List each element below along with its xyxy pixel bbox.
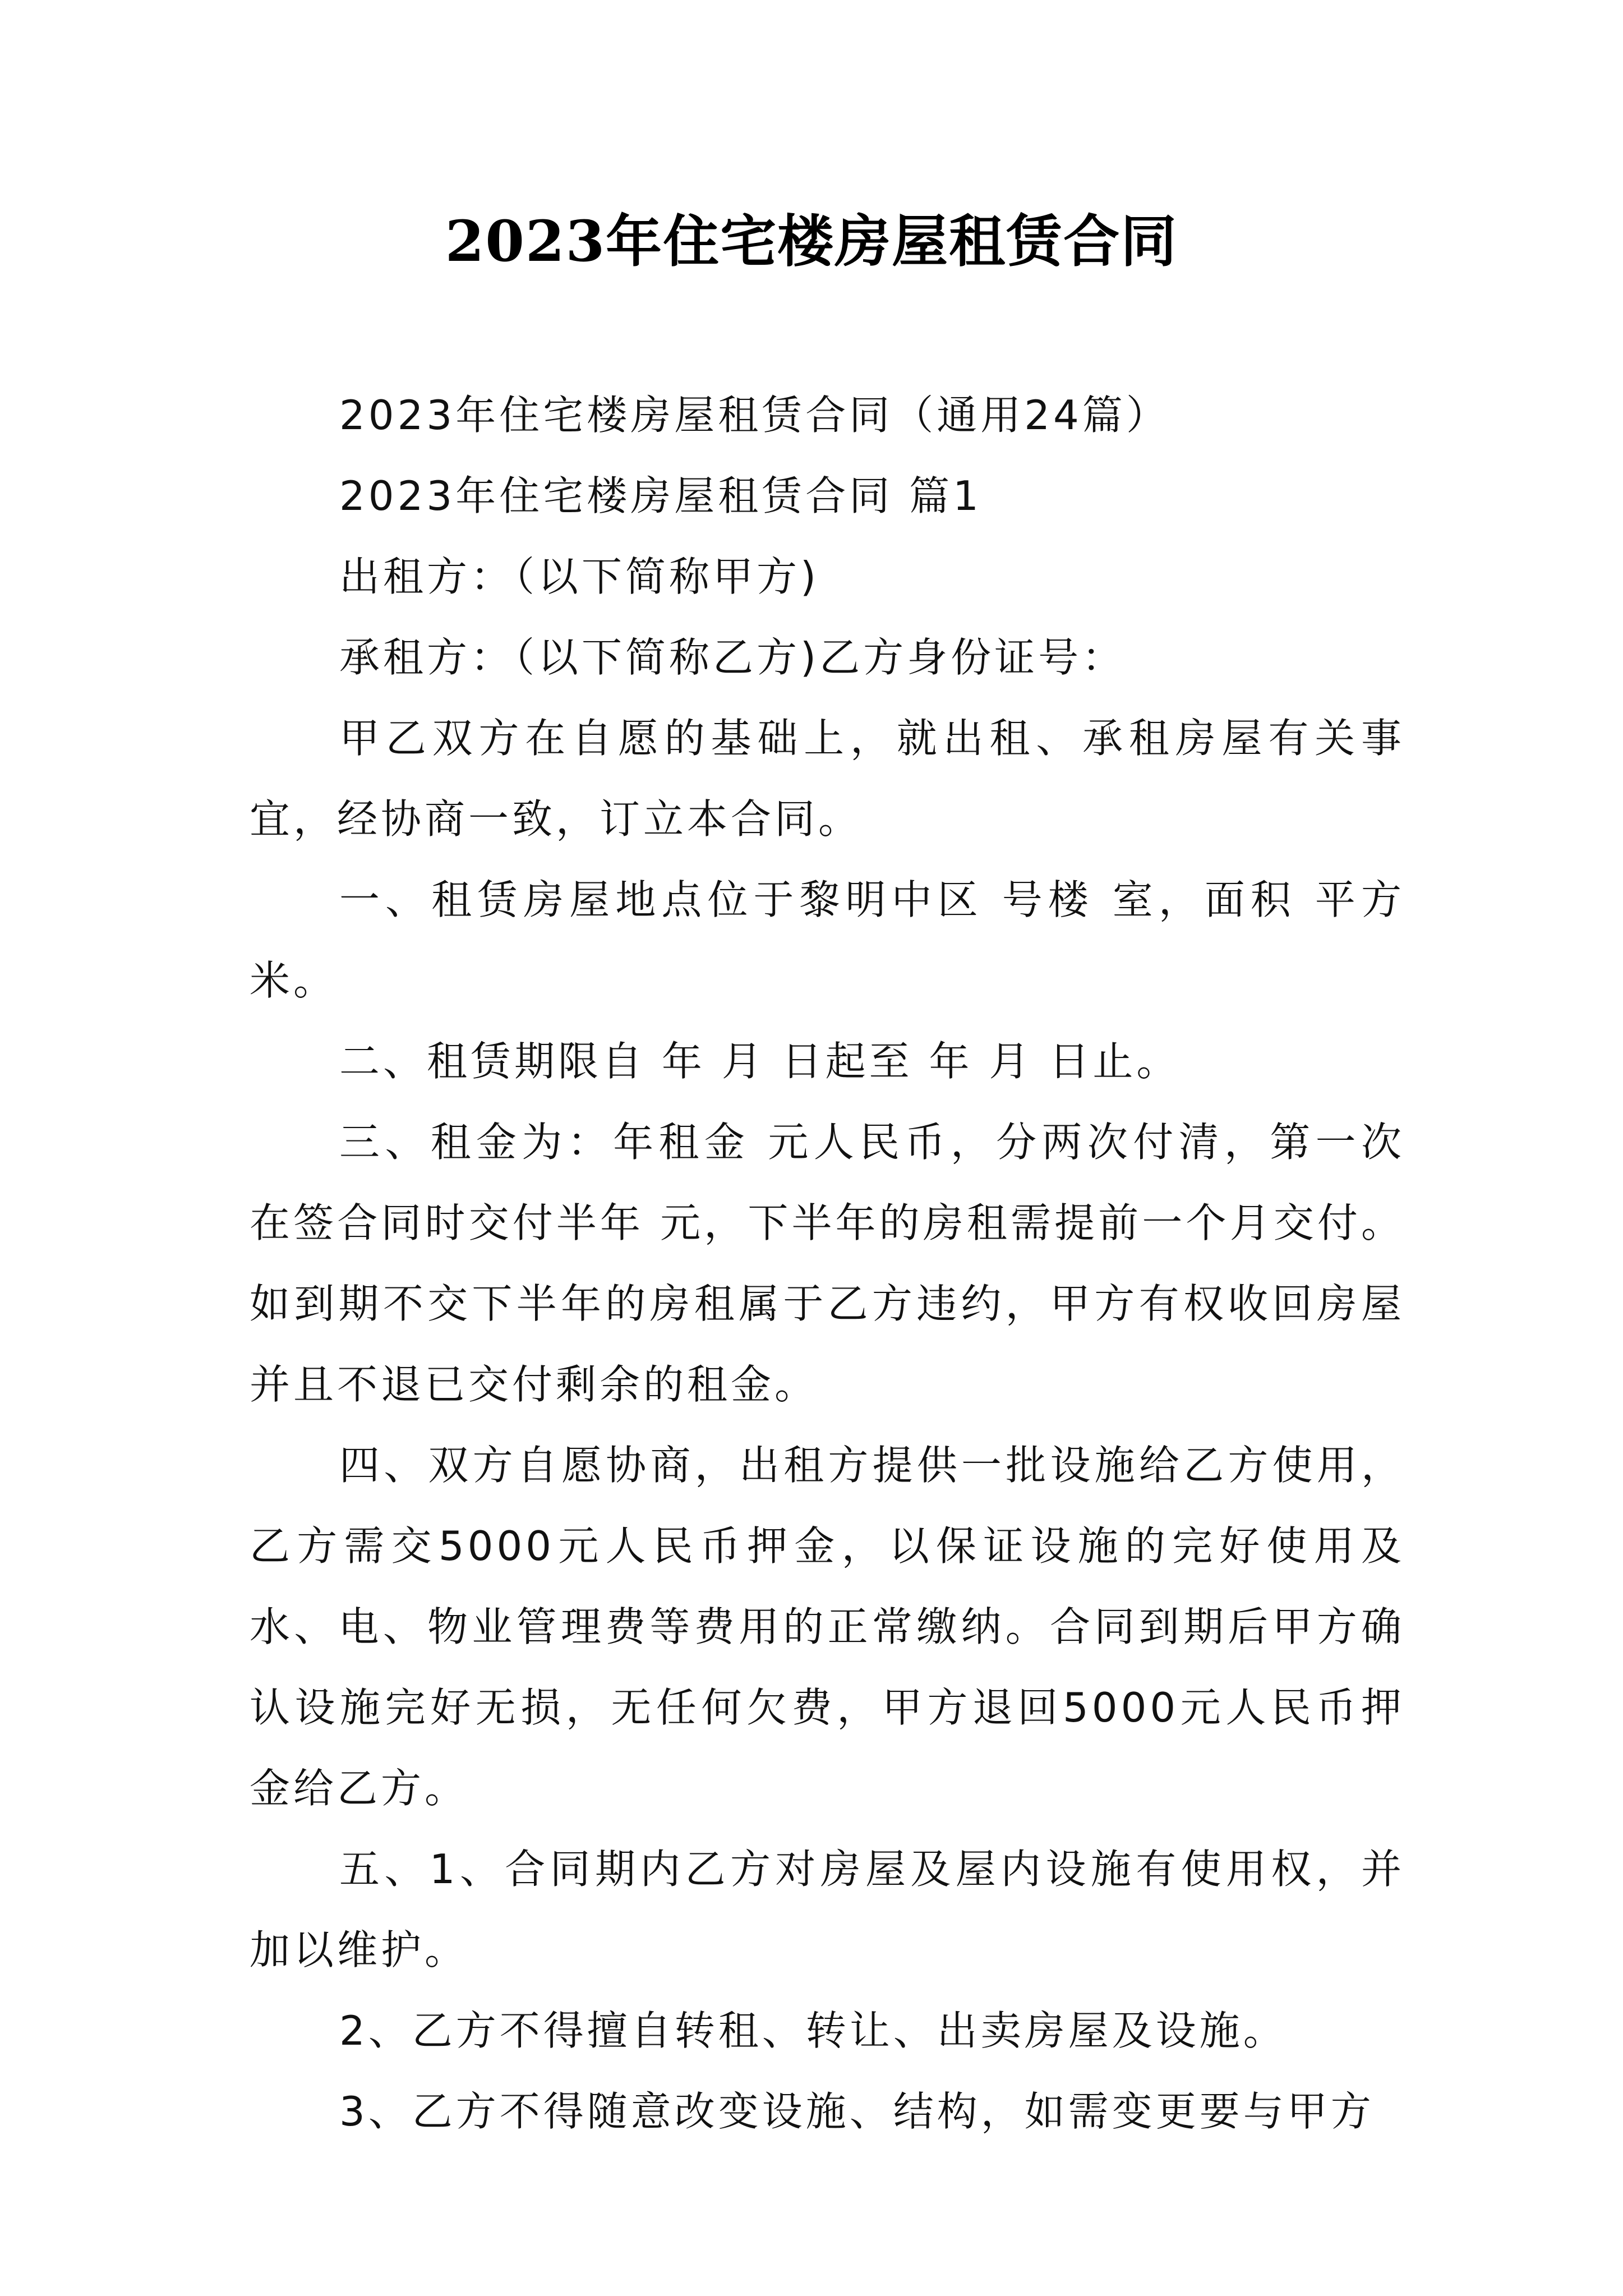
paragraph-preamble: 甲乙双方在自愿的基础上，就出租、承租房屋有关事宜，经协商一致，订立本合同。 xyxy=(250,715,1405,843)
document-body xyxy=(250,375,1405,2152)
paragraph-clause-5-2: 2、乙方不得擅自转租、转让、出卖房屋及设施。 xyxy=(339,2007,1287,2054)
paragraph-lessor: 出租方：（以下简称甲方) xyxy=(339,553,820,600)
paragraph-clause-1: 一、租赁房屋地点位于黎明中区 号楼 室，面积 平方米。 xyxy=(250,876,1405,1004)
document-title: 2023年住宅楼房屋租赁合同 xyxy=(445,208,1178,274)
paragraph-lessee: 承租方：（以下简称乙方)乙方身份证号： xyxy=(339,634,1126,681)
paragraph-clause-3: 三、租金为：年租金 元人民币，分两次付清，第一次在签合同时交付半年 元，下半年的房租需提前一个月交付。如到期不交下半年的房租属于乙方违约，甲方有权收回房屋并且不退已交付剩余的租金。 xyxy=(250,1119,1405,1408)
paragraph-contract-subtitle: 2023年住宅楼房屋租赁合同（通用24篇） xyxy=(339,392,1170,439)
paragraph-clause-2: 二、租赁期限自 年 月 日起至 年 月 日止。 xyxy=(339,1038,1181,1085)
paragraph-clause-5-3: 3、乙方不得随意改变设施、结构，如需变更要与甲方 xyxy=(339,2088,1375,2135)
paragraph-section-heading: 2023年住宅楼房屋租赁合同 篇1 xyxy=(339,472,982,519)
paragraph-clause-5-1: 五、1、合同期内乙方对房屋及屋内设施有使用权，并加以维护。 xyxy=(250,1846,1405,1973)
paragraph-clause-4: 四、双方自愿协商，出租方提供一批设施给乙方使用，乙方需交5000元人民币押金，以保证设施的完好使用及水、电、物业管理费等费用的正常缴纳。合同到期后甲方确认设施完好无损，无任何欠费，甲方退回5000元人民币押金给乙方。 xyxy=(250,1442,1405,1812)
